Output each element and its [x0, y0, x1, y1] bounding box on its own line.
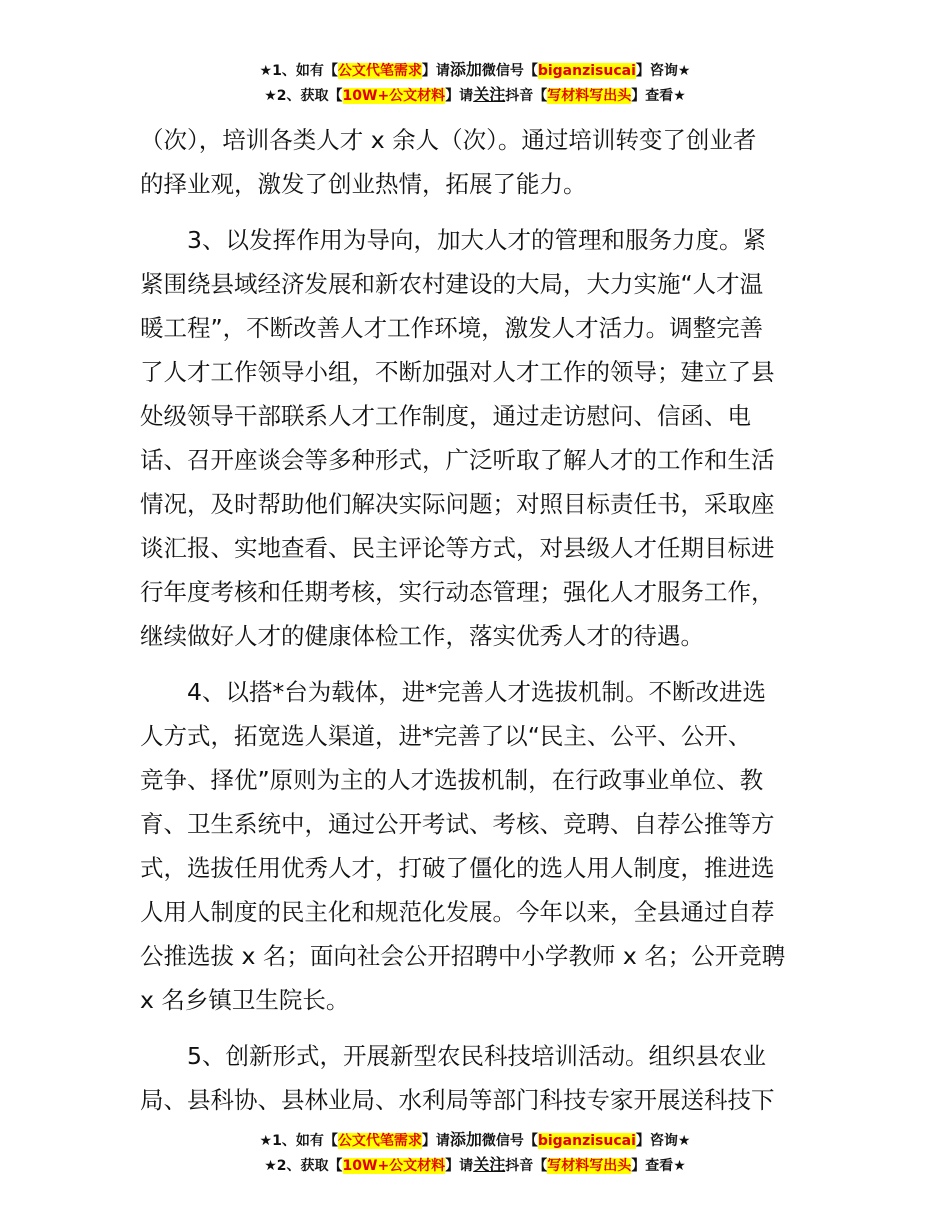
text-line: 人方式，拓宽选人渠道，进*完善了以“民主、公平、公开、	[140, 722, 752, 750]
banner-text: 】查看★	[631, 1158, 686, 1174]
banner-emphasis: 关注	[473, 1155, 506, 1174]
banner-text: ★1、如有【	[259, 63, 338, 79]
text-line: 的择业观，激发了创业热情，拓展了能力。	[140, 170, 587, 198]
text-line: 谈汇报、实地查看、民主评论等方式，对县级人才任期目标进	[140, 534, 775, 562]
banner-text: 抖音【	[505, 1158, 548, 1174]
paragraph-1	[140, 118, 812, 206]
banner-text: ★2、获取【	[264, 88, 343, 104]
text-line: 育、卫生系统中，通过公开考试、考核、竞聘、自荐公推等方	[140, 810, 775, 838]
banner-line-1	[0, 58, 950, 83]
banner-text: 微信号【	[481, 63, 538, 79]
banner-text: 】咨询★	[635, 1133, 691, 1149]
highlight-service: 公文代笔需求	[337, 63, 422, 79]
banner-emphasis: 添加	[449, 60, 482, 79]
text-line: 式，选拔任用优秀人才，打破了僵化的选人用人制度，推进选	[140, 854, 775, 882]
paragraph-4	[140, 1034, 812, 1122]
text-line: 3、以发挥作用为导向，加大人才的管理和服务力度。紧	[140, 226, 766, 254]
text-line: 紧围绕县域经济发展和新农村建设的大局，大力实施“人才温	[140, 270, 764, 298]
highlight-douyin: 写材料写出头	[547, 88, 632, 104]
banner-text: 】咨询★	[635, 63, 691, 79]
text-line: 继续做好人才的健康体检工作，落实优秀人才的待遇。	[140, 622, 704, 650]
footer-banner	[0, 1128, 950, 1178]
text-line: 人用人制度的民主化和规范化发展。今年以来，全县通过自荐	[140, 898, 775, 926]
text-line: 行年度考核和任期考核，实行动态管理；强化人才服务工作，	[140, 578, 775, 606]
text-line: x 名乡镇卫生院长。	[140, 986, 350, 1014]
text-line: 暖工程”，不断改善人才工作环境，激发人才活力。调整完善	[140, 314, 764, 342]
banner-text: ★2、获取【	[264, 1158, 343, 1174]
highlight-materials: 10W+公文材料	[342, 88, 446, 104]
header-banner	[0, 58, 950, 108]
banner-text: 抖音【	[505, 88, 548, 104]
banner-emphasis: 添加	[449, 1130, 482, 1149]
banner-text: 】查看★	[631, 88, 686, 104]
text-line: 5、创新形式，开展新型农民科技培训活动。组织县农业	[140, 1042, 766, 1070]
highlight-wechat-id: biganzisucai	[537, 63, 636, 79]
text-line: 竞争、择优”原则为主的人才选拔机制，在行政事业单位、教	[140, 766, 764, 794]
banner-text: 】请	[445, 1158, 474, 1174]
text-line: 局、县科协、县林业局、水利局等部门科技专家开展送科技下	[140, 1086, 775, 1114]
banner-text: 】请	[421, 1133, 450, 1149]
paragraph-2	[140, 218, 812, 658]
text-line: 4、以搭*台为载体，进*完善人才选拔机制。不断改进选	[140, 678, 766, 706]
banner-line-2	[0, 83, 950, 108]
banner-text: 】请	[445, 88, 474, 104]
banner-text: ★1、如有【	[259, 1133, 338, 1149]
text-line: （次），培训各类人才 x 余人（次）。通过培训转变了创业者	[140, 126, 757, 154]
text-line: 公推选拔 x 名；面向社会公开招聘中小学教师 x 名；公开竞聘	[140, 942, 786, 970]
banner-line-1	[0, 1128, 950, 1153]
highlight-materials: 10W+公文材料	[342, 1158, 446, 1174]
text-line: 处级领导干部联系人才工作制度，通过走访慰问、信函、电	[140, 402, 751, 430]
banner-text: 】请	[421, 63, 450, 79]
banner-text: 微信号【	[481, 1133, 538, 1149]
text-line: 了人才工作领导小组，不断加强对人才工作的领导；建立了县	[140, 358, 775, 386]
highlight-wechat-id: biganzisucai	[537, 1133, 636, 1149]
text-line: 话、召开座谈会等多种形式，广泛听取了解人才的工作和生活	[140, 446, 775, 474]
text-line: 情况，及时帮助他们解决实际问题；对照目标责任书，采取座	[140, 490, 775, 518]
banner-emphasis: 关注	[473, 85, 506, 104]
highlight-douyin: 写材料写出头	[547, 1158, 632, 1174]
paragraph-3	[140, 670, 812, 1022]
banner-line-2	[0, 1153, 950, 1178]
highlight-service: 公文代笔需求	[337, 1133, 422, 1149]
document-body	[140, 118, 812, 1122]
